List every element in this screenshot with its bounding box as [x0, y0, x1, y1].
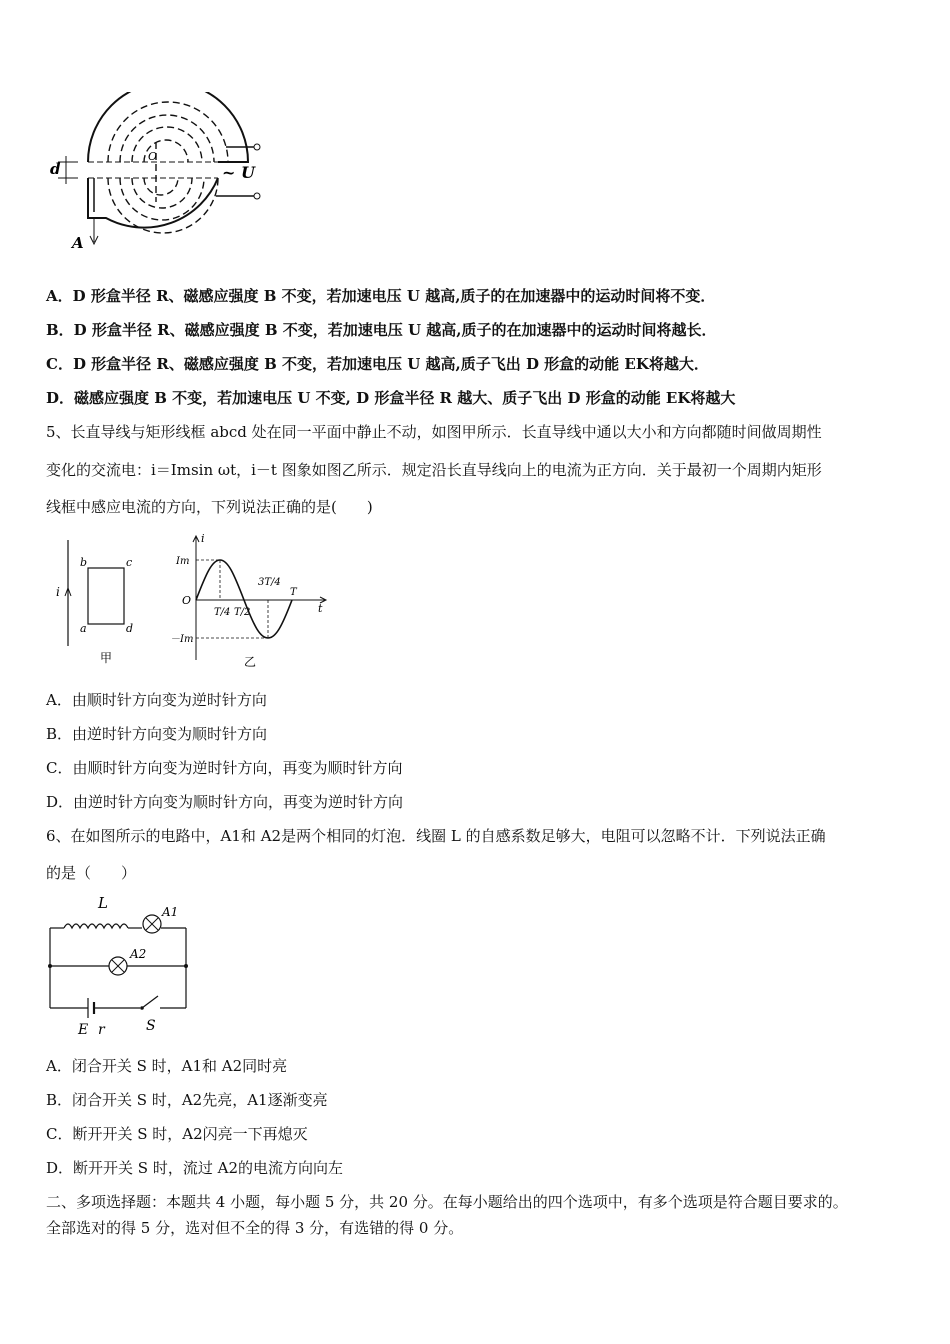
q6-circuit-figure	[44, 890, 194, 1040]
axis-t: t	[318, 602, 323, 615]
tick-t2: T/2	[234, 607, 251, 618]
q4-option-d: D．磁感应强度 B 不变，若加速电压 U 不变, D 形盒半径 R 越大、质子飞出 D 形盒的动能 EK将越大	[46, 389, 736, 407]
q4-option-a: A．D 形盒半径 R、磁感应强度 B 不变，若加速电压 U 越高,质子的在加速器中的运动时间将不变．	[46, 287, 716, 305]
label-L: L	[98, 894, 108, 912]
caption-yi: 乙	[244, 655, 257, 669]
axis-i: i	[201, 532, 205, 545]
label-a: A	[72, 234, 84, 252]
tick-t4: T/4	[214, 607, 231, 618]
caption-jia: 甲	[100, 651, 113, 665]
q5-option-d: D．由逆时针方向变为顺时针方向，再变为逆时针方向	[46, 793, 404, 811]
q6-option-a: A．闭合开关 S 时，A1和 A2同时亮	[46, 1057, 288, 1075]
neg-im-label: －Im	[170, 634, 194, 645]
label-d: d	[50, 160, 61, 178]
q4-option-c: C．D 形盒半径 R、磁感应强度 B 不变，若加速电压 U 越高,质子飞出 D 形盒的动能 EK将越大．	[46, 355, 709, 373]
q4-option-b: B．D 形盒半径 R、磁感应强度 B 不变，若加速电压 U 越高,质子的在加速器中的运动时间将越长．	[46, 321, 717, 339]
q6-option-d: D．断开开关 S 时，流过 A2的电流方向向左	[46, 1159, 343, 1177]
label-o: O	[148, 150, 158, 163]
q5-figure-left	[50, 536, 140, 666]
q5-option-b: B．由逆时针方向变为顺时针方向	[46, 725, 268, 743]
section2-line-2: 全部选对的得 5 分，选对但不全的得 3 分，有选错的得 0 分。	[46, 1219, 464, 1237]
wire-i: i	[56, 585, 60, 599]
label-u: ~ U	[222, 163, 255, 182]
inductor-coil	[64, 924, 128, 928]
cyclotron-figure	[46, 92, 276, 252]
q5-line-1: 5、长直导线与矩形线框 abcd 处在同一平面中静止不动，如图甲所示．长直导线中通以大小和方向都随时间做周期性	[46, 423, 822, 441]
label-E: E	[78, 1022, 89, 1038]
corner-b: b	[80, 556, 88, 569]
q5-line-2: 变化的交流电：i＝Imsin ωt，i－t 图象如图乙所示．规定沿长直导线向上的电流为正方向．关于最初一个周期内矩形	[46, 461, 822, 479]
corner-a: a	[80, 622, 87, 635]
label-r: r	[98, 1022, 105, 1038]
q5-figure-right	[170, 530, 340, 670]
origin: O	[182, 594, 192, 607]
q6-line-1: 6、在如图所示的电路中，A1和 A2是两个相同的灯泡．线圈 L 的自感系数足够大，电阻可以忽略不计．下列说法正确	[46, 827, 826, 845]
corner-d: d	[126, 622, 134, 635]
q5-option-a: A．由顺时针方向变为逆时针方向	[46, 691, 267, 709]
q6-option-b: B．闭合开关 S 时，A2先亮，A1逐渐变亮	[46, 1091, 328, 1109]
q6-line-2: 的是（ ）	[46, 864, 137, 882]
label-A1: A1	[162, 905, 179, 919]
im-label: Im	[176, 556, 190, 567]
label-S: S	[146, 1018, 156, 1034]
sine-curve	[196, 560, 292, 638]
q5-option-c: C．由顺时针方向变为逆时针方向，再变为顺时针方向	[46, 759, 403, 777]
corner-c: c	[126, 556, 133, 569]
tick-t: T	[290, 587, 297, 598]
tick-3t4: 3T/4	[258, 577, 281, 588]
q5-line-3: 线框中感应电流的方向，下列说法正确的是( )	[46, 498, 373, 516]
section2-line-1: 二、多项选择题：本题共 4 小题，每小题 5 分，共 20 分。在每小题给出的四个选项中，有多个选项是符合题目要求的。	[46, 1193, 848, 1211]
q6-option-c: C．断开开关 S 时，A2闪亮一下再熄灭	[46, 1125, 308, 1143]
label-A2: A2	[130, 947, 147, 961]
